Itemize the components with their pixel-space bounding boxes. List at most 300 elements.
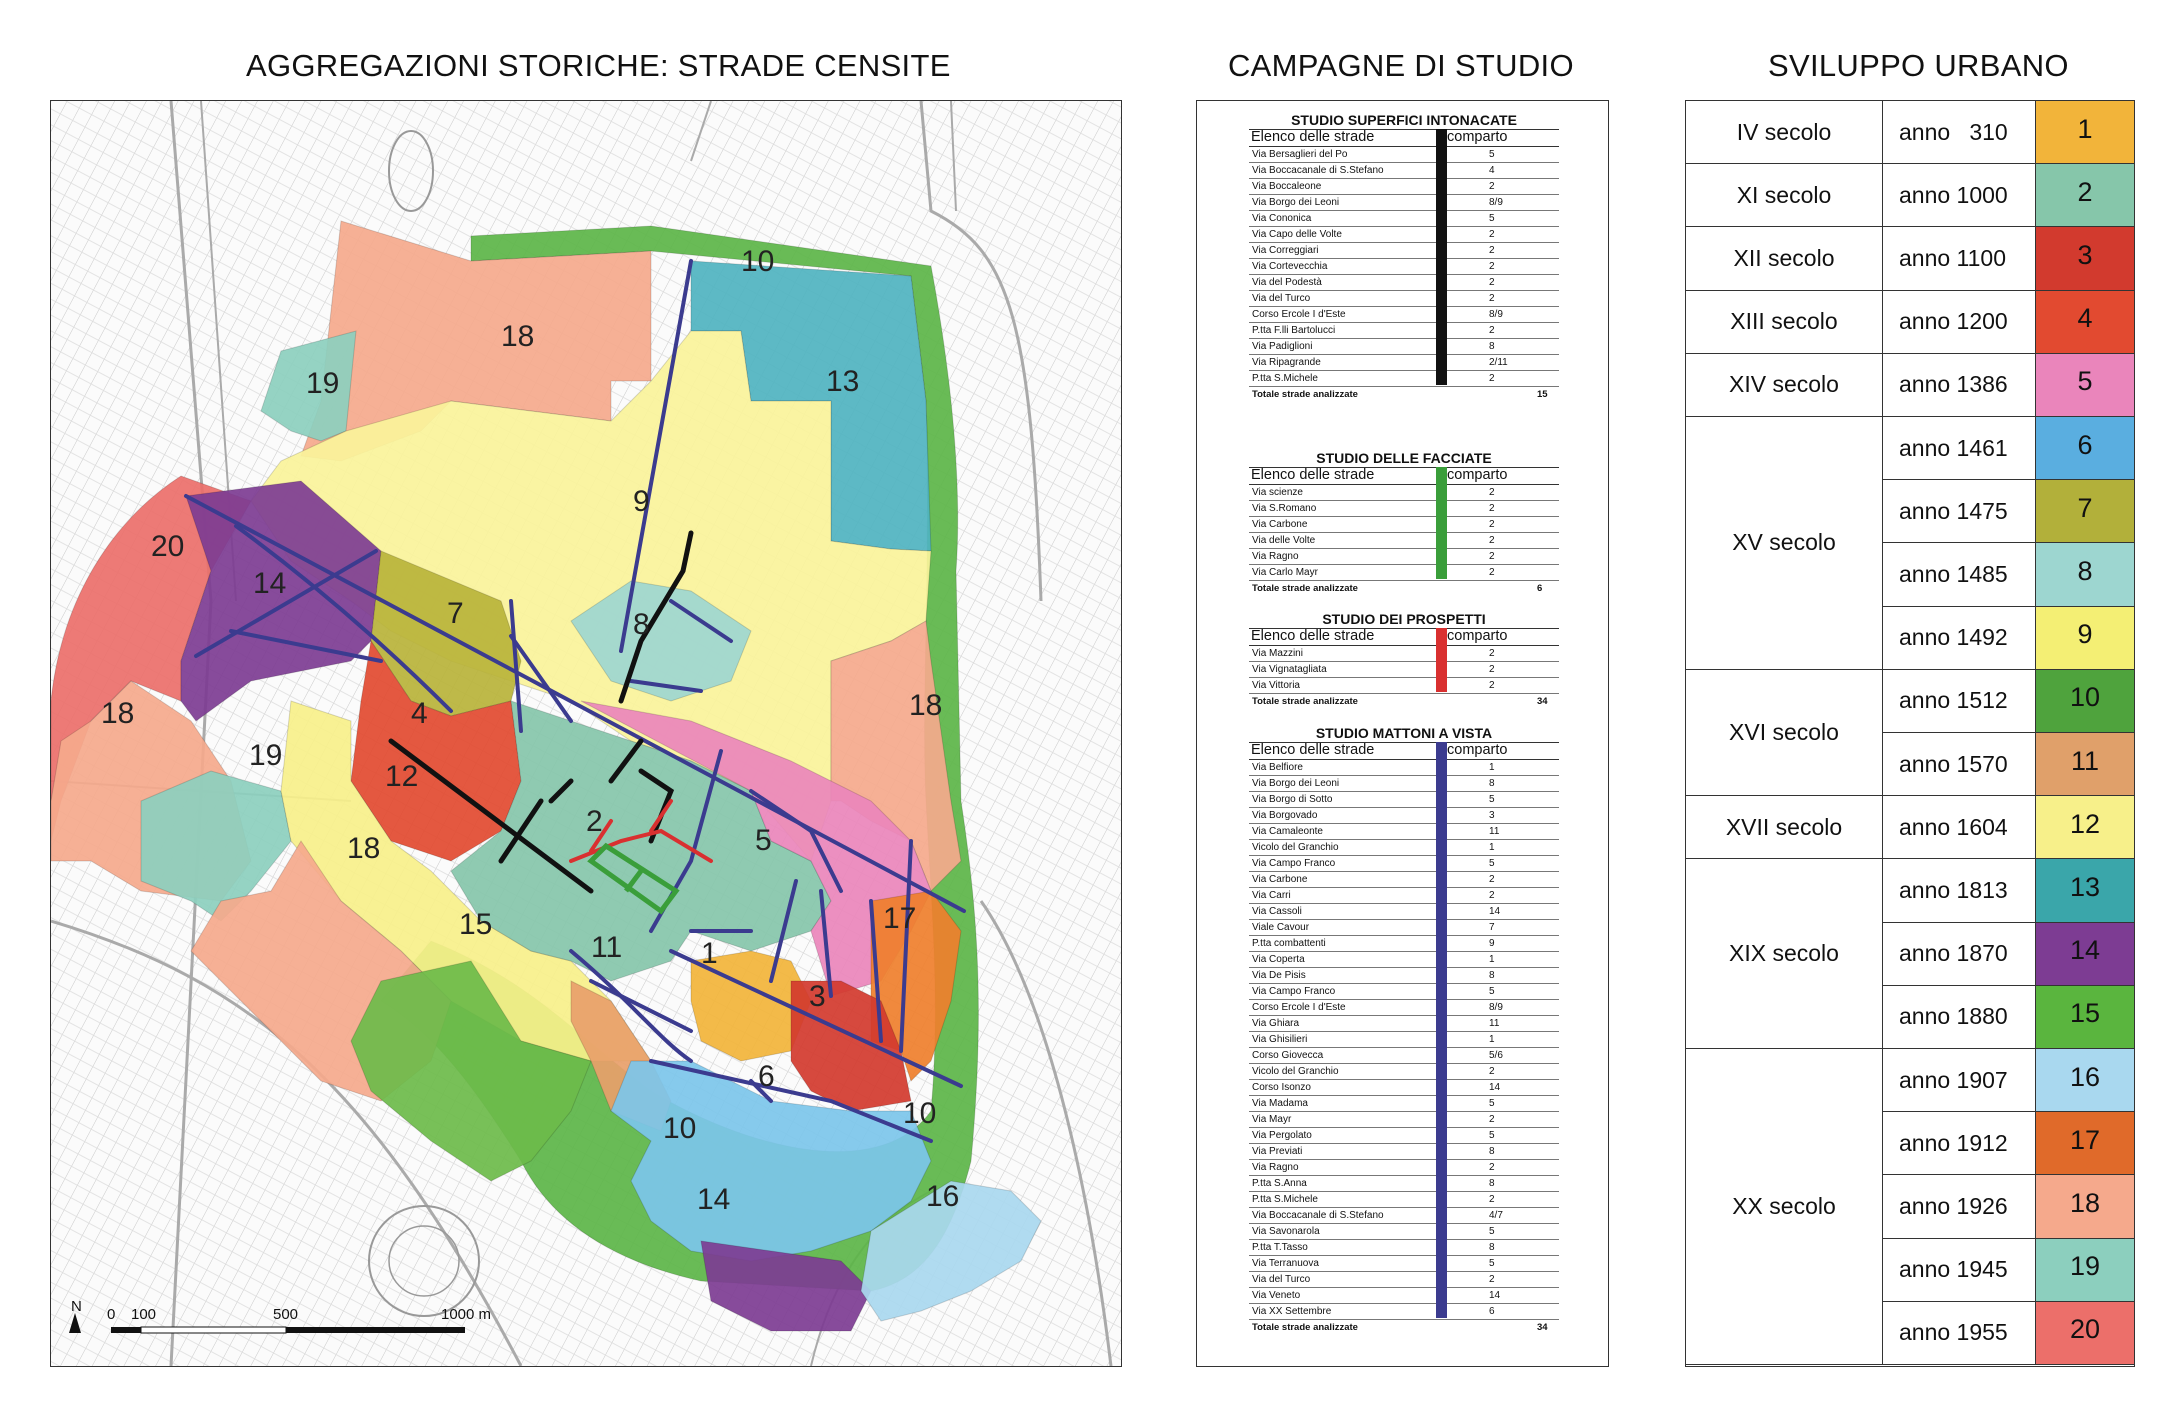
- study-row: [1249, 1160, 1559, 1176]
- study-row: [1249, 1240, 1559, 1256]
- year-cell: anno 1100: [1883, 227, 2036, 290]
- total-label: Totale strade analizzate: [1252, 1322, 1358, 1333]
- year-cell: anno 1926: [1883, 1175, 2036, 1238]
- century-cell: XV secolo: [1686, 417, 1883, 670]
- color-swatch-5: 5: [2036, 354, 2134, 417]
- street-name: P.tta S.Michele: [1252, 1194, 1318, 1205]
- comparto-value: 8/9: [1489, 1002, 1503, 1013]
- color-swatch-3: 3: [2036, 227, 2134, 290]
- comparto-value: 2: [1489, 535, 1495, 546]
- study-row: [1249, 275, 1559, 291]
- study-total: [1249, 387, 1559, 402]
- column-header-streets: Elenco delle strade: [1251, 467, 1375, 483]
- zone-label-18: 18: [501, 320, 535, 353]
- scale-tick-500: 500: [273, 1306, 299, 1323]
- column-header-comparto: comparto: [1447, 129, 1508, 145]
- study-row: [1249, 776, 1559, 792]
- street-name: Viale Cavour: [1252, 922, 1310, 933]
- street-name: Via De Pisis: [1252, 970, 1306, 981]
- study-row: [1249, 792, 1559, 808]
- study-total: [1249, 1320, 1559, 1335]
- study-title: STUDIO MATTONI A VISTA: [1315, 725, 1493, 741]
- zone-label-14: 14: [253, 567, 287, 600]
- north-label: N: [71, 1298, 82, 1315]
- study-row: [1249, 1272, 1559, 1288]
- study-row: [1249, 920, 1559, 936]
- street-name: Via Cassoli: [1252, 906, 1302, 917]
- comparto-value: 14: [1489, 906, 1501, 917]
- street-name: Via Bersaglieri del Po: [1252, 149, 1348, 160]
- year-cell: anno 1492: [1883, 607, 2036, 670]
- street-name: Via Veneto: [1252, 1290, 1301, 1301]
- street-name: Corso Ercole I d'Este: [1252, 1002, 1346, 1013]
- study-row: [1249, 856, 1559, 872]
- zone-label-12: 12: [385, 760, 419, 793]
- street-name: Via Ghisilieri: [1252, 1034, 1308, 1045]
- zone-label-9: 9: [633, 485, 650, 518]
- study-row: [1249, 952, 1559, 968]
- color-swatch-11: 11: [2036, 733, 2134, 796]
- zone-label-19: 19: [249, 739, 283, 772]
- map-canvas[interactable]: [51, 101, 1121, 1366]
- study-title: STUDIO DEI PROSPETTI: [1322, 611, 1486, 627]
- zone-label-2: 2: [586, 805, 603, 838]
- comparto-value: 5/6: [1489, 1050, 1503, 1061]
- comparto-value: 2: [1489, 551, 1495, 562]
- zone-label-18: 18: [101, 697, 135, 730]
- comparto-value: 4/7: [1489, 1210, 1503, 1221]
- street-name: Via Cononica: [1252, 213, 1312, 224]
- study-row: [1249, 1304, 1559, 1320]
- comparto-value: 2: [1489, 680, 1495, 691]
- zone-label-18: 18: [347, 832, 381, 865]
- street-name: Via Campo Franco: [1252, 858, 1336, 869]
- year-cell: anno 1813: [1883, 859, 2036, 922]
- study-row: [1249, 291, 1559, 307]
- comparto-value: 2: [1489, 1066, 1495, 1077]
- comparto-value: 9: [1489, 938, 1495, 949]
- study-row: [1249, 678, 1559, 694]
- zone-label-18: 18: [909, 689, 943, 722]
- study-row: [1249, 501, 1559, 517]
- study-row: [1249, 1128, 1559, 1144]
- study-row: [1249, 1048, 1559, 1064]
- comparto-value: 2: [1489, 519, 1495, 530]
- study-row: [1249, 355, 1559, 371]
- century-cell: XIX secolo: [1686, 859, 1883, 1049]
- street-name: P.tta F.lli Bartolucci: [1252, 325, 1336, 336]
- zone-label-6: 6: [758, 1060, 775, 1093]
- color-swatch-13: 13: [2036, 859, 2134, 922]
- street-name: Via Campo Franco: [1252, 986, 1336, 997]
- legend-title: SVILUPPO URBANO: [1768, 48, 2069, 83]
- year-cell: anno 1000: [1883, 164, 2036, 227]
- study-header: [1249, 129, 1559, 147]
- century-cell: XIII secolo: [1686, 291, 1883, 354]
- color-swatch-6: 6: [2036, 417, 2134, 480]
- comparto-value: 2: [1489, 567, 1495, 578]
- zone-label-20: 20: [151, 530, 185, 563]
- street-name: Via Carlo Mayr: [1252, 567, 1318, 578]
- study-row: [1249, 872, 1559, 888]
- total-value: 34: [1537, 1322, 1548, 1333]
- street-name: P.tta S.Anna: [1252, 1178, 1307, 1189]
- study-row: [1249, 1144, 1559, 1160]
- study-row: [1249, 936, 1559, 952]
- study-color-bar: [1436, 467, 1447, 579]
- study-header: [1249, 628, 1559, 646]
- street-name: Via Borgo dei Leoni: [1252, 197, 1340, 208]
- zone-label-17: 17: [883, 902, 917, 935]
- comparto-value: 7: [1489, 922, 1495, 933]
- study-row: [1249, 533, 1559, 549]
- study-row: [1249, 1016, 1559, 1032]
- zone-label-13: 13: [826, 365, 860, 398]
- comparto-value: 2: [1489, 229, 1495, 240]
- street-name: Via Borgovado: [1252, 810, 1318, 821]
- comparto-value: 14: [1489, 1290, 1501, 1301]
- year-cell: anno 310: [1883, 101, 2036, 164]
- color-swatch-18: 18: [2036, 1175, 2134, 1238]
- year-cell: anno 1880: [1883, 986, 2036, 1049]
- year-cell: anno 1200: [1883, 291, 2036, 354]
- street-name: Via Ghiara: [1252, 1018, 1300, 1029]
- total-value: 34: [1537, 696, 1548, 707]
- street-name: Via del Turco: [1252, 1274, 1311, 1285]
- zone-label-11: 11: [591, 931, 623, 964]
- street-name: Via del Turco: [1252, 293, 1311, 304]
- study-header: [1249, 742, 1559, 760]
- study-title: STUDIO DELLE FACCIATE: [1316, 450, 1492, 466]
- study-row: [1249, 1080, 1559, 1096]
- color-swatch-9: 9: [2036, 607, 2134, 670]
- street-name: Via delle Volte: [1252, 535, 1316, 546]
- study-row: [1249, 968, 1559, 984]
- street-name: Via Carbone: [1252, 874, 1308, 885]
- street-name: Via Belfiore: [1252, 762, 1303, 773]
- study-row: [1249, 243, 1559, 259]
- column-header-streets: Elenco delle strade: [1251, 628, 1375, 644]
- street-name: Via Savonarola: [1252, 1226, 1320, 1237]
- comparto-value: 2: [1489, 890, 1495, 901]
- color-swatch-15: 15: [2036, 986, 2134, 1049]
- comparto-value: 3: [1489, 810, 1495, 821]
- year-cell: anno 1945: [1883, 1239, 2036, 1302]
- street-name: Via Vignatagliata: [1252, 664, 1327, 675]
- comparto-value: 1: [1489, 842, 1495, 853]
- street-name: Vicolo del Granchio: [1252, 1066, 1339, 1077]
- study-row: [1249, 760, 1559, 776]
- study-row: [1249, 1096, 1559, 1112]
- year-cell: anno 1955: [1883, 1302, 2036, 1365]
- color-swatch-8: 8: [2036, 543, 2134, 606]
- study-row: [1249, 1192, 1559, 1208]
- zone-label-5: 5: [755, 824, 772, 857]
- comparto-value: 2: [1489, 664, 1495, 675]
- street-name: Via Coperta: [1252, 954, 1305, 965]
- study-row: [1249, 339, 1559, 355]
- color-swatch-19: 19: [2036, 1239, 2134, 1302]
- total-label: Totale strade analizzate: [1252, 696, 1358, 707]
- century-cell: XI secolo: [1686, 164, 1883, 227]
- comparto-value: 2/11: [1489, 357, 1508, 368]
- street-name: Via XX Settembre: [1252, 1306, 1332, 1317]
- year-cell: anno 1475: [1883, 480, 2036, 543]
- street-name: Via Cortevecchia: [1252, 261, 1328, 272]
- century-cell: XX secolo: [1686, 1049, 1883, 1365]
- comparto-value: 8/9: [1489, 197, 1503, 208]
- study-table-1: [1249, 111, 1559, 402]
- comparto-value: 8: [1489, 1146, 1495, 1157]
- study-title: STUDIO SUPERFICI INTONACATE: [1291, 112, 1517, 128]
- street-name: Via Carbone: [1252, 519, 1308, 530]
- zone-label-4: 4: [411, 697, 428, 730]
- comparto-value: 8: [1489, 778, 1495, 789]
- comparto-value: 11: [1489, 1018, 1500, 1029]
- column-header-comparto: comparto: [1447, 467, 1508, 483]
- study-row: [1249, 195, 1559, 211]
- street-name: P.tta combattenti: [1252, 938, 1326, 949]
- comparto-value: 2: [1489, 325, 1495, 336]
- street-name: Via del Podestà: [1252, 277, 1322, 288]
- study-row: [1249, 984, 1559, 1000]
- study-table-4: [1249, 724, 1559, 1335]
- year-cell: anno 1912: [1883, 1112, 2036, 1175]
- color-swatch-1: 1: [2036, 101, 2134, 164]
- column-header-streets: Elenco delle strade: [1251, 129, 1375, 145]
- comparto-value: 8: [1489, 341, 1495, 352]
- street-name: Via Pergolato: [1252, 1130, 1312, 1141]
- color-swatch-7: 7: [2036, 480, 2134, 543]
- comparto-value: 2: [1489, 874, 1495, 885]
- study-row: [1249, 1176, 1559, 1192]
- street-name: Via Capo delle Volte: [1252, 229, 1342, 240]
- study-row: [1249, 1000, 1559, 1016]
- street-name: Via Mayr: [1252, 1114, 1292, 1125]
- comparto-value: 1: [1489, 762, 1495, 773]
- comparto-value: 2: [1489, 373, 1495, 384]
- study-row: [1249, 565, 1559, 581]
- year-cell: anno 1604: [1883, 796, 2036, 859]
- study-row: [1249, 307, 1559, 323]
- study-row: [1249, 662, 1559, 678]
- year-cell: anno 1570: [1883, 733, 2036, 796]
- study-total: [1249, 694, 1559, 709]
- study-row: [1249, 888, 1559, 904]
- street-name: Via Padiglioni: [1252, 341, 1313, 352]
- study-row: [1249, 549, 1559, 565]
- study-row: [1249, 517, 1559, 533]
- comparto-value: 2: [1489, 1194, 1495, 1205]
- study-row: [1249, 1256, 1559, 1272]
- color-swatch-2: 2: [2036, 164, 2134, 227]
- comparto-value: 5: [1489, 149, 1495, 160]
- year-cell: anno 1485: [1883, 543, 2036, 606]
- street-name: Via Ripagrande: [1252, 357, 1321, 368]
- color-swatch-16: 16: [2036, 1049, 2134, 1112]
- scale-tick-1000: 1000 m: [441, 1306, 492, 1323]
- zone-label-3: 3: [809, 980, 826, 1013]
- study-row: [1249, 1064, 1559, 1080]
- scale-tick-100: 100: [131, 1306, 157, 1323]
- scale-tick-0: 0: [107, 1306, 116, 1323]
- street-name: Via Previati: [1252, 1146, 1303, 1157]
- zone-label-1: 1: [701, 937, 718, 970]
- color-swatch-14: 14: [2036, 923, 2134, 986]
- study-row: [1249, 227, 1559, 243]
- study-row: [1249, 824, 1559, 840]
- zone-label-8: 8: [633, 608, 650, 641]
- column-header-comparto: comparto: [1447, 742, 1508, 758]
- study-table-3: [1249, 610, 1559, 709]
- comparto-value: 5: [1489, 1098, 1495, 1109]
- comparto-value: 5: [1489, 794, 1495, 805]
- street-name: Corso Ercole I d'Este: [1252, 309, 1346, 320]
- year-cell: anno 1870: [1883, 923, 2036, 986]
- comparto-value: 4: [1489, 165, 1495, 176]
- study-row: [1249, 163, 1559, 179]
- zone-label-10: 10: [741, 245, 775, 278]
- studies-panel: [1196, 100, 1609, 1367]
- study-row: [1249, 259, 1559, 275]
- comparto-value: 8: [1489, 1242, 1495, 1253]
- street-name: Via Camaleonte: [1252, 826, 1323, 837]
- total-value: 6: [1537, 583, 1543, 594]
- comparto-value: 1: [1489, 1034, 1495, 1045]
- comparto-value: 5: [1489, 1258, 1495, 1269]
- comparto-value: 2: [1489, 245, 1495, 256]
- comparto-value: 2: [1489, 181, 1495, 192]
- street-name: Via Carri: [1252, 890, 1291, 901]
- study-color-bar: [1436, 628, 1447, 692]
- zone-label-15: 15: [459, 908, 493, 941]
- study-row: [1249, 1208, 1559, 1224]
- street-name: Via Boccacanale di S.Stefano: [1252, 1210, 1384, 1221]
- zone-label-16: 16: [926, 1180, 960, 1213]
- map-title: AGGREGAZIONI STORICHE: STRADE CENSITE: [246, 48, 951, 83]
- study-color-bar: [1436, 129, 1447, 385]
- street-name: Via Terranuova: [1252, 1258, 1319, 1269]
- total-label: Totale strade analizzate: [1252, 389, 1358, 400]
- comparto-value: 2: [1489, 1274, 1495, 1285]
- comparto-value: 8/9: [1489, 309, 1503, 320]
- comparto-value: 5: [1489, 986, 1495, 997]
- street-name: Via Correggiari: [1252, 245, 1319, 256]
- color-swatch-4: 4: [2036, 291, 2134, 354]
- zone-label-19: 19: [306, 367, 340, 400]
- comparto-value: 2: [1489, 1114, 1495, 1125]
- study-row: [1249, 808, 1559, 824]
- study-row: [1249, 840, 1559, 856]
- study-row: [1249, 147, 1559, 163]
- street-name: P.tta S.Michele: [1252, 373, 1318, 384]
- zone-label-10: 10: [663, 1112, 697, 1145]
- color-swatch-20: 20: [2036, 1302, 2134, 1365]
- study-row: [1249, 371, 1559, 387]
- study-row: [1249, 1224, 1559, 1240]
- street-name: Via Borgo di Sotto: [1252, 794, 1333, 805]
- century-cell: XII secolo: [1686, 227, 1883, 290]
- study-row: [1249, 323, 1559, 339]
- study-header: [1249, 467, 1559, 485]
- century-cell: XVI secolo: [1686, 670, 1883, 796]
- color-swatch-12: 12: [2036, 796, 2134, 859]
- study-total: [1249, 581, 1559, 596]
- street-name: Vicolo del Granchio: [1252, 842, 1339, 853]
- column-header-comparto: comparto: [1447, 628, 1508, 644]
- total-label: Totale strade analizzate: [1252, 583, 1358, 594]
- year-cell: anno 1907: [1883, 1049, 2036, 1112]
- zone-label-7: 7: [447, 597, 464, 630]
- color-swatch-17: 17: [2036, 1112, 2134, 1175]
- street-name: P.tta T.Tasso: [1252, 1242, 1308, 1253]
- year-cell: anno 1461: [1883, 417, 2036, 480]
- zone-label-14: 14: [697, 1183, 731, 1216]
- study-row: [1249, 179, 1559, 195]
- comparto-value: 1: [1489, 954, 1495, 965]
- century-cell: XIV secolo: [1686, 354, 1883, 417]
- comparto-value: 8: [1489, 1178, 1495, 1189]
- comparto-value: 6: [1489, 1306, 1495, 1317]
- column-header-streets: Elenco delle strade: [1251, 742, 1375, 758]
- study-row: [1249, 1288, 1559, 1304]
- study-table-2: [1249, 449, 1559, 596]
- comparto-value: 2: [1489, 1162, 1495, 1173]
- study-row: [1249, 211, 1559, 227]
- study-row: [1249, 904, 1559, 920]
- street-name: Via Ragno: [1252, 1162, 1299, 1173]
- map-panel[interactable]: [50, 100, 1122, 1367]
- comparto-value: 2: [1489, 487, 1495, 498]
- color-swatch-10: 10: [2036, 670, 2134, 733]
- comparto-value: 5: [1489, 213, 1495, 224]
- street-name: Via Ragno: [1252, 551, 1299, 562]
- century-cell: XVII secolo: [1686, 796, 1883, 859]
- studies-title: CAMPAGNE DI STUDIO: [1228, 48, 1574, 83]
- study-row: [1249, 1032, 1559, 1048]
- street-name: Via S.Romano: [1252, 503, 1317, 514]
- street-name: Via Mazzini: [1252, 648, 1303, 659]
- street-name: Via Vittoria: [1252, 680, 1300, 691]
- comparto-value: 5: [1489, 858, 1495, 869]
- comparto-value: 2: [1489, 503, 1495, 514]
- year-cell: anno 1512: [1883, 670, 2036, 733]
- comparto-value: 5: [1489, 1130, 1495, 1141]
- study-row: [1249, 485, 1559, 501]
- street-name: Via scienze: [1252, 487, 1303, 498]
- year-cell: anno 1386: [1883, 354, 2036, 417]
- century-cell: IV secolo: [1686, 101, 1883, 164]
- comparto-value: 2: [1489, 261, 1495, 272]
- comparto-value: 2: [1489, 293, 1495, 304]
- street-name: Via Boccacanale di S.Stefano: [1252, 165, 1384, 176]
- comparto-value: 2: [1489, 648, 1495, 659]
- street-name: Corso Isonzo: [1252, 1082, 1311, 1093]
- zone-label-10: 10: [903, 1097, 937, 1130]
- comparto-value: 11: [1489, 826, 1500, 837]
- study-row: [1249, 646, 1559, 662]
- total-value: 15: [1537, 389, 1548, 400]
- legend-panel: [1685, 100, 2135, 1367]
- comparto-value: 2: [1489, 277, 1495, 288]
- study-row: [1249, 1112, 1559, 1128]
- comparto-value: 8: [1489, 970, 1495, 981]
- comparto-value: 14: [1489, 1082, 1501, 1093]
- street-name: Via Madama: [1252, 1098, 1308, 1109]
- street-name: Via Borgo dei Leoni: [1252, 778, 1340, 789]
- street-name: Via Boccaleone: [1252, 181, 1322, 192]
- study-color-bar: [1436, 742, 1447, 1318]
